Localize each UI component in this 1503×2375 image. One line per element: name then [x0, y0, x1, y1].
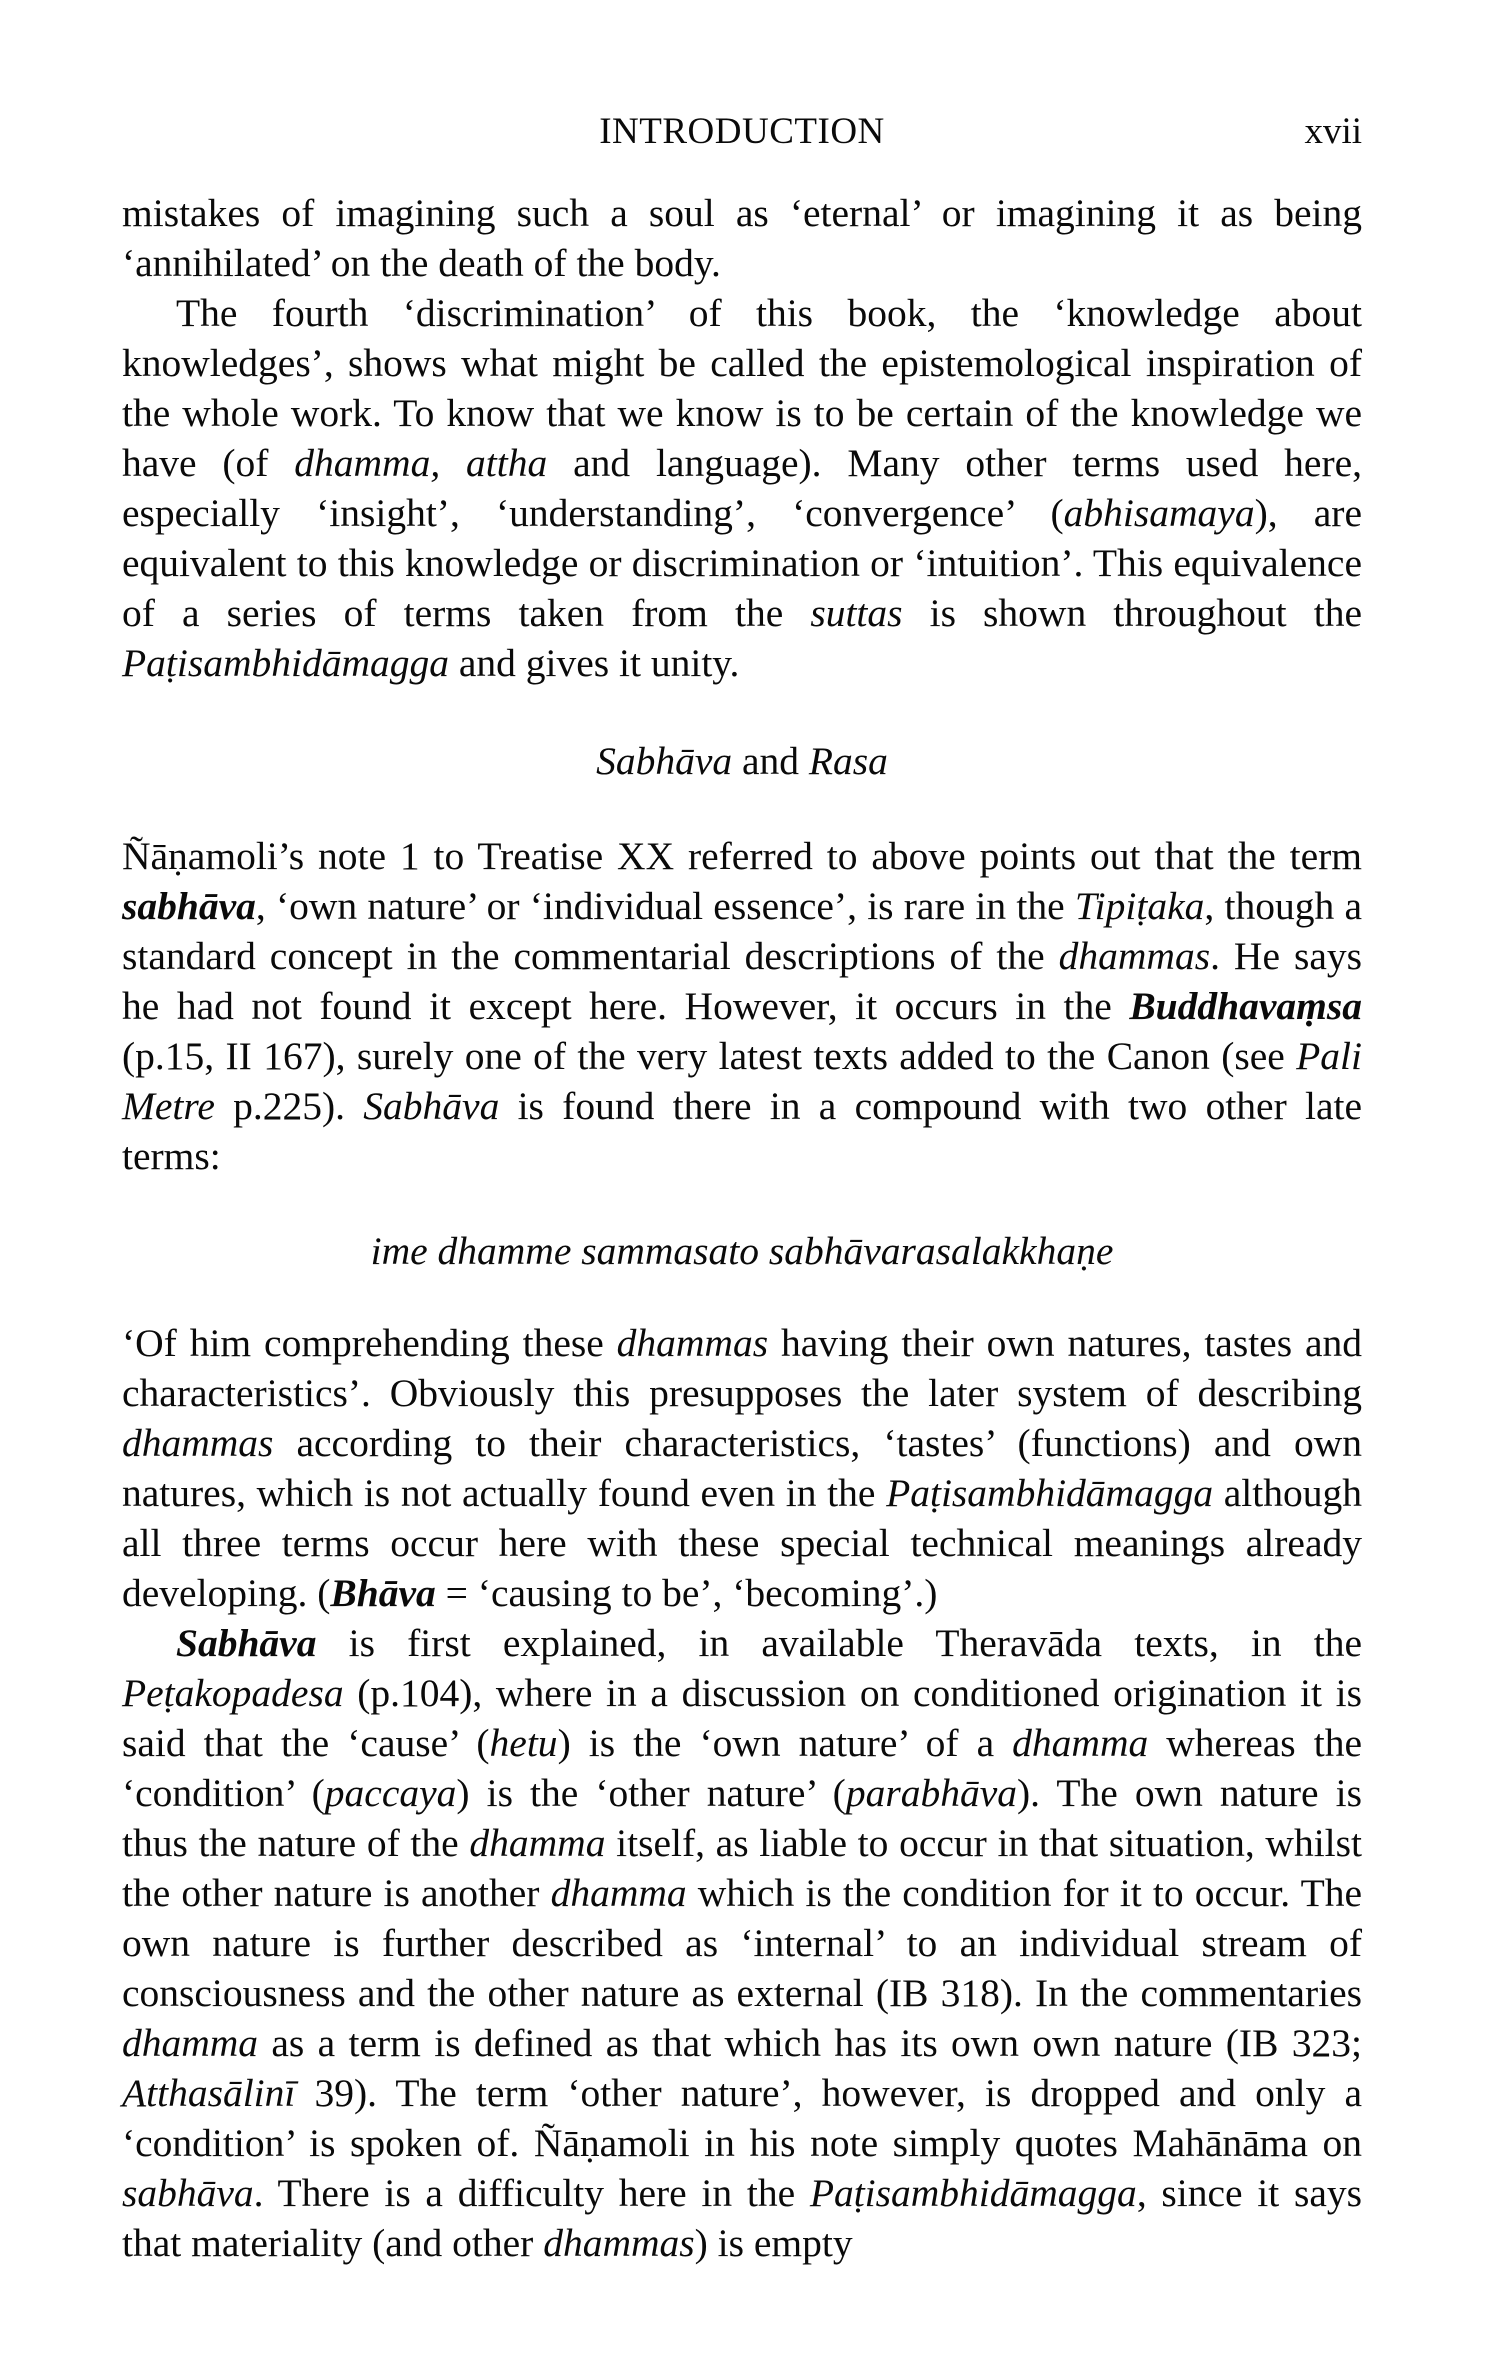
- text-run: The fourth ‘discrimination’ of this book, the ‘knowledge about knowledges’, shows what might be called the epistemological inspiration of the whole work. To know that we know is to be certain of the knowledge we have (of: [122, 291, 1362, 485]
- heading-connector: and: [732, 739, 809, 783]
- text-run: , since it says that materiality (and other: [122, 2171, 1362, 2265]
- italic-term: Pali Metre: [122, 1034, 1362, 1128]
- italic-term: Atthasālinī: [122, 2071, 296, 2115]
- italic-term: dhammas: [122, 1421, 274, 1465]
- text-run: is shown throughout the: [902, 591, 1362, 635]
- italic-term: parabhāva: [845, 1771, 1017, 1815]
- running-head: [122, 108, 1362, 156]
- text-run: 39). The term ‘other nature’, however, is dropped and only a ‘condition’ is spoken of. Ñāṇamoli in his note simply quotes Mahānāma on: [122, 2071, 1362, 2165]
- page-number: xvii: [1304, 111, 1362, 152]
- heading-term: Rasa: [808, 739, 888, 783]
- text-run: ) is the ‘own nature’ of a: [557, 1721, 1013, 1765]
- italic-term: sabhāva: [122, 2171, 254, 2215]
- body-text: [122, 188, 1362, 2268]
- italic-term: dhammas: [616, 1321, 769, 1365]
- text-run: although all three terms occur here with these special technical meanings already developing. (: [122, 1471, 1363, 1615]
- text-run: ) is the ‘other nature’ (: [456, 1771, 846, 1815]
- text-run: whereas the ‘condition’ (: [122, 1721, 1362, 1815]
- paragraph-3: [122, 831, 1362, 1181]
- text-run: having their own natures, tastes and characteristics’. Obviously this presupposes the later system of describing: [122, 1321, 1362, 1415]
- italic-term: dhammas: [543, 2221, 695, 2265]
- italic-term: paccaya: [324, 1771, 457, 1815]
- text-run: (p.104), where in a discussion on conditioned origination it is said that the ‘cause’ (: [122, 1671, 1362, 1765]
- italic-term: Paṭisambhidāmagga: [886, 1471, 1214, 1515]
- running-head-title: INTRODUCTION: [599, 111, 885, 152]
- heading-term: Sabhāva: [596, 739, 733, 783]
- text-run: and language). Many other terms used here, especially ‘insight’, ‘understanding’, ‘convergence’ (: [122, 441, 1363, 535]
- text-run: , ‘own nature’ or ‘individual essence’, is rare in the: [255, 884, 1075, 928]
- text-run: ). The own nature is thus the nature of the: [122, 1771, 1362, 1865]
- text-run: = ‘causing to be’, ‘becoming’.): [435, 1571, 938, 1615]
- text-run: p.225).: [214, 1084, 364, 1128]
- text-run: . There is a difficulty here in the: [253, 2171, 810, 2215]
- text-run: is found there in a compound with two other late terms:: [122, 1084, 1362, 1178]
- italic-term: Peṭakopadesa: [122, 1671, 344, 1715]
- text-run: (p.15, II 167), surely one of the very latest texts added to the Canon (see: [122, 1034, 1297, 1078]
- text-run: mistakes of imagining such a soul as ‘eternal’ or imagining it as being ‘annihilated’ on the death of the body.: [122, 191, 1362, 285]
- italic-term: dhamma: [122, 2021, 259, 2065]
- text-run: ‘Of him comprehending these: [122, 1321, 617, 1365]
- italic-term: suttas: [810, 591, 903, 635]
- text-run: . He says he had not found it except here. However, it occurs in the: [122, 934, 1362, 1028]
- italic-term: dhamma, attha: [294, 441, 548, 485]
- italic-term: Sabhāva: [363, 1084, 500, 1128]
- text-run: , though a standard concept in the commentarial descriptions of the: [122, 884, 1362, 978]
- text-run: Ñāṇamoli’s note 1 to Treatise XX referred to above points out that the term: [122, 834, 1362, 878]
- paragraph-4: [122, 1318, 1362, 1618]
- italic-term: dhamma: [550, 1871, 687, 1915]
- pali-verse: ime dhamme sammasato sabhāvarasalakkhaṇe: [370, 1229, 1114, 1273]
- section-heading: [122, 736, 1362, 786]
- italic-term: Bhāva: [330, 1571, 436, 1615]
- text-run: according to their characteristics, ‘tastes’ (functions) and own natures, which is not actually found even in the: [122, 1421, 1362, 1515]
- text-run: is first explained, in available Theravāda texts, in the: [316, 1621, 1362, 1665]
- text-run: which is the condition for it to occur. The own nature is further described as ‘internal’ to an individual stream of consciousness and the other nature as external (IB 318). In the commentaries: [122, 1871, 1362, 2015]
- paragraph-1: [122, 188, 1362, 288]
- italic-term: Paṭisambhidāmagga: [809, 2171, 1137, 2215]
- text-run: and gives it unity.: [448, 641, 740, 685]
- italic-term: Buddhavaṃsa: [1129, 984, 1362, 1028]
- paragraph-5: [122, 1618, 1362, 2268]
- italic-term: sabhāva: [122, 884, 256, 928]
- italic-term: dhamma: [469, 1821, 606, 1865]
- italic-term: Tipiṭaka: [1074, 884, 1205, 928]
- text-run: ), are equivalent to this knowledge or discrimination or ‘intuition’. This equivalence of a series of terms taken from the: [122, 491, 1362, 635]
- text-run: as a term is defined as that which has its own own nature (IB 323;: [258, 2021, 1362, 2065]
- paragraph-2: [122, 288, 1362, 688]
- text-run: itself, as liable to occur in that situation, whilst the other nature is another: [122, 1821, 1363, 1915]
- italic-term: dhammas: [1058, 934, 1211, 978]
- italic-term: abhisamaya: [1063, 491, 1255, 535]
- italic-term: hetu: [489, 1721, 558, 1765]
- italic-term: dhamma: [1012, 1721, 1149, 1765]
- text-run: ) is empty: [694, 2221, 853, 2265]
- italic-term: Paṭisambhidāmagga: [122, 641, 449, 685]
- italic-term: Sabhāva: [176, 1621, 317, 1665]
